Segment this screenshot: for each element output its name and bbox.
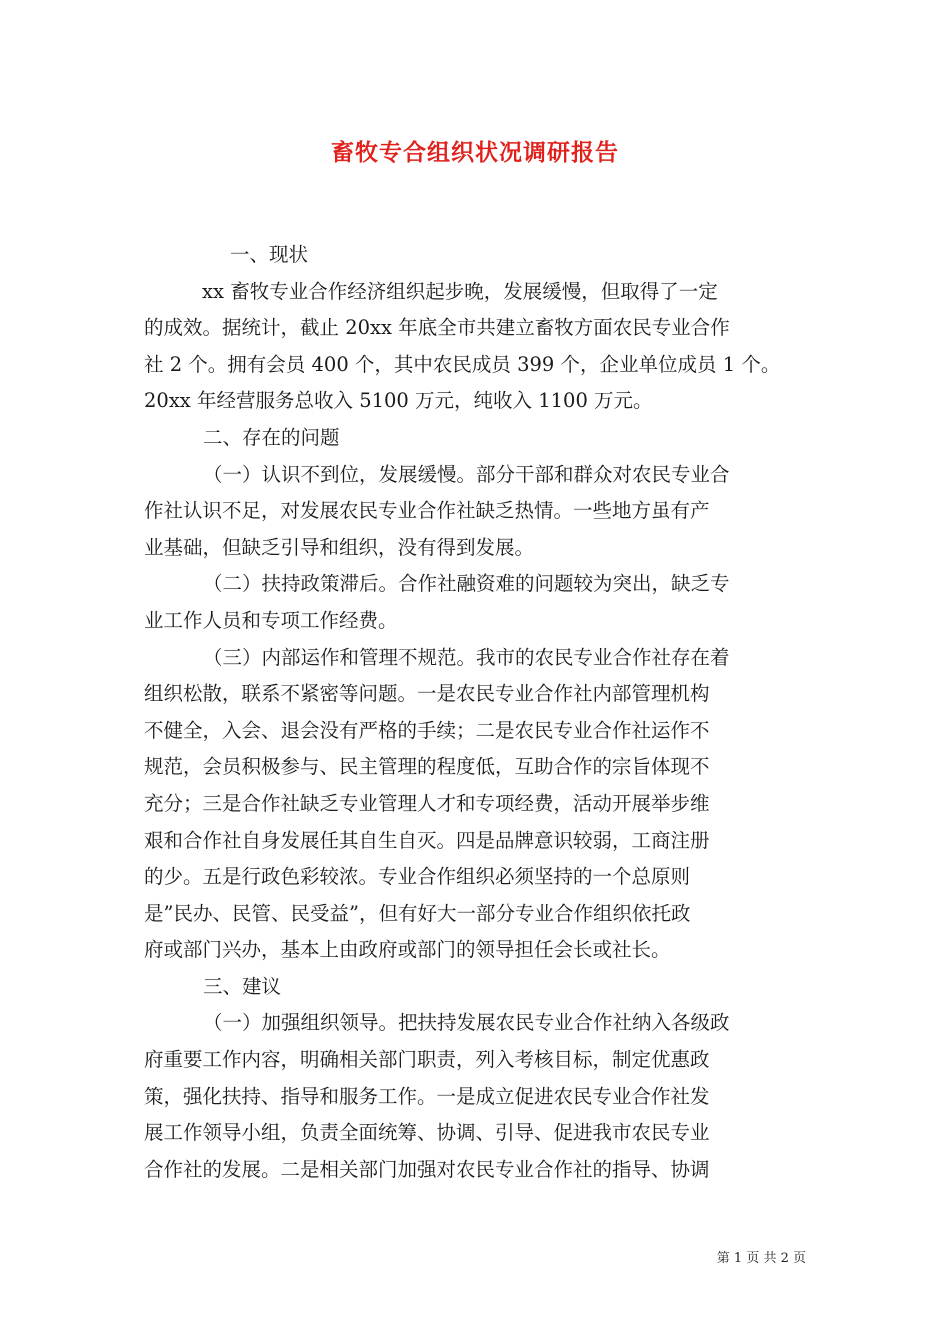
page-number-footer: 第 1 页 共 2 页 (716, 1251, 806, 1266)
paragraph-line: 策，强化扶持、指导和服务工作。一是成立促进农民专业合作社发 (144, 1084, 710, 1108)
document-title: 畜牧专合组织状况调研报告 (331, 139, 619, 166)
paragraph-line: （一）认识不到位，发展缓慢。部分干部和群众对农民专业合 (203, 462, 730, 486)
paragraph-line: 府或部门兴办，基本上由政府或部门的领导担任会长或社长。 (144, 938, 671, 962)
paragraph-line: 不健全，入会、退会没有严格的手续；二是农民专业合作社运作不 (144, 718, 710, 742)
paragraph-line: 合作社的发展。二是相关部门加强对农民专业合作社的指导、协调 (144, 1157, 710, 1181)
paragraph-line: （一）加强组织领导。把扶持发展农民专业合作社纳入各级政 (203, 1011, 730, 1035)
paragraph-line: （三）内部运作和管理不规范。我市的农民专业合作社存在着 (203, 645, 730, 669)
section-heading-status: 一、现状 (230, 243, 309, 266)
section-heading-problems: 二、存在的问题 (203, 425, 340, 449)
paragraph-line: 规范，会员积极参与、民主管理的程度低，互助合作的宗旨体现不 (144, 755, 710, 779)
paragraph-line: 作社认识不足，对发展农民专业合作社缺乏热情。一些地方虽有产 (144, 499, 710, 523)
paragraph-line: 是”民办、民管、民受益”，但有好大一部分专业合作组织依托政 (144, 901, 691, 925)
paragraph-line: 社 2 个。拥有会员 400 个，其中农民成员 399 个，企业单位成员 1 个。 (144, 352, 781, 376)
paragraph-line: 业基础，但缺乏引导和组织，没有得到发展。 (144, 535, 535, 559)
paragraph-line: 组织松散，联系不紧密等问题。一是农民专业合作社内部管理机构 (144, 682, 710, 706)
paragraph-line: 府重要工作内容，明确相关部门职责，列入考核目标，制定优惠政 (144, 1048, 710, 1072)
paragraph-line: （二）扶持政策滞后。合作社融资难的问题较为突出，缺乏专 (203, 572, 730, 596)
paragraph-line: 的少。五是行政色彩较浓。专业合作组织必须坚持的一个总原则 (144, 865, 691, 889)
paragraph-line: 展工作领导小组，负责全面统筹、协调、引导、促进我市农民专业 (144, 1121, 710, 1145)
paragraph-line: 20xx 年经营服务总收入 5100 万元，纯收入 1100 万元。 (144, 389, 653, 413)
paragraph-line: 的成效。据统计，截止 20xx 年底全市共建立畜牧方面农民专业合作 (144, 316, 730, 340)
document-body (144, 237, 808, 1188)
paragraph-line: 业工作人员和专项工作经费。 (144, 608, 398, 632)
paragraph-line: xx 畜牧专业合作经济组织起步晚，发展缓慢，但取得了一定 (202, 279, 718, 303)
section-heading-suggestions: 三、建议 (203, 974, 282, 998)
paragraph-line: 艰和合作社自身发展任其自生自灭。四是品牌意识较弱，工商注册 (144, 828, 710, 852)
paragraph-line: 充分；三是合作社缺乏专业管理人才和专项经费，活动开展举步维 (144, 791, 710, 815)
